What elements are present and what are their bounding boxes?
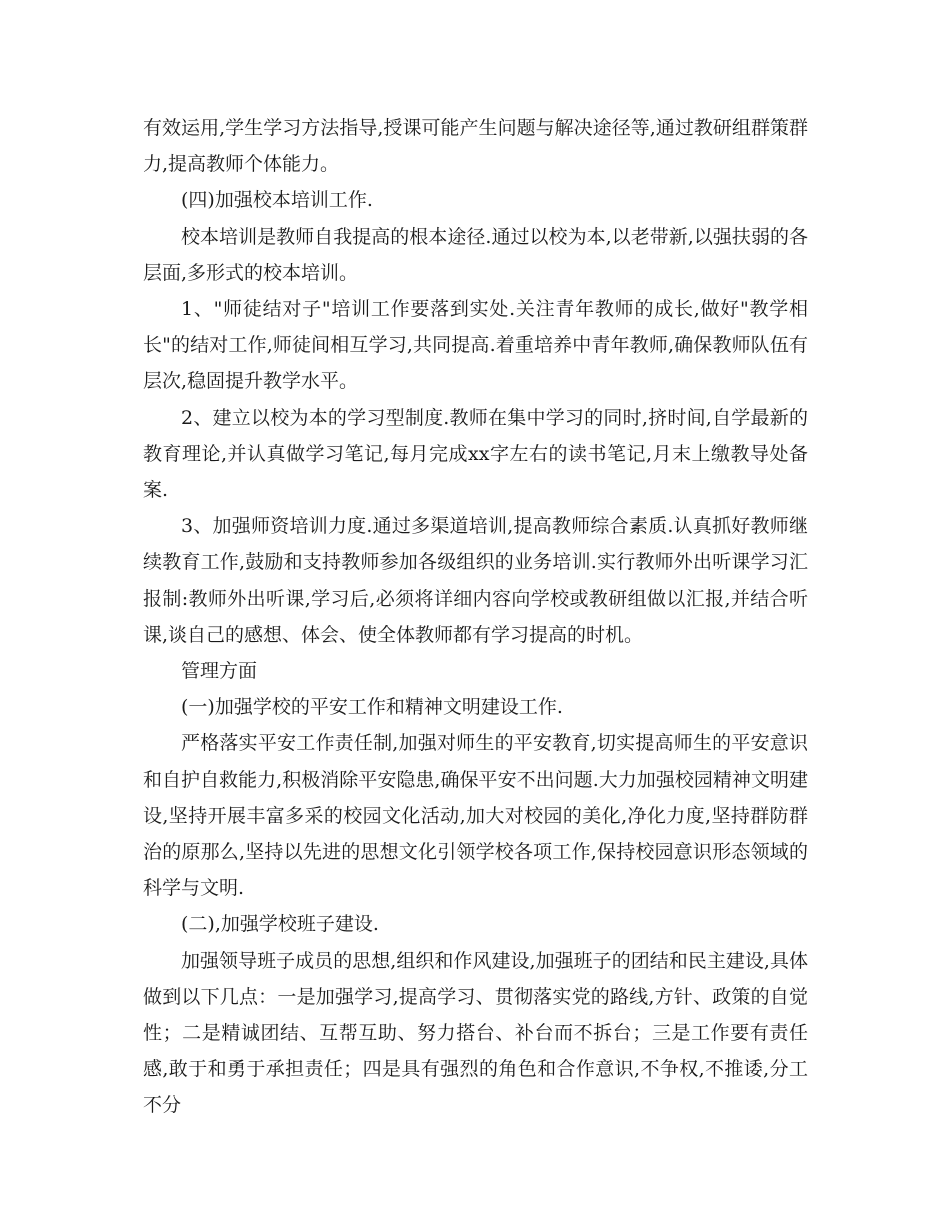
- paragraph-leadership-team: 加强领导班子成员的思想,组织和作风建设,加强班子的团结和民主建设,具体做到以下几点：一是加强学习,提高学习、贯彻落实党的路线,方针、政策的自觉性；二是精诚团结、互帮互助、努力搭台、补台而不拆台；三是工作要有责任感,敢于和勇于承担责任；四是具有强烈的角色和合作意识,不争权,不推诿,分工不分: [143, 949, 808, 1117]
- paragraph-1: 有效运用,学生学习方法指导,授课可能产生问题与解决途径等,通过教研组群策群力,提高教师个体能力。: [143, 117, 808, 176]
- section-heading-management: 管理方面: [181, 660, 258, 683]
- list-item-2-learning-system: 2、建立以校为本的学习型制度.教师在集中学习的同时,挤时间,自学最新的教育理论,并认真做学习笔记,每月完成xx字左右的读书笔记,月末上缴教导处备案.: [143, 406, 808, 502]
- list-item-3-teacher-training: 3、加强师资培训力度.通过多渠道培训,提高教师综合素质.认真抓好教师继续教育工作,鼓励和支持教师参加各级组织的业务培训.实行教师外出听课学习汇报制:教师外出听课,学习后,必须将详细内容向学校或教研组做以汇报,并结合听课,谈自己的感想、体会、使全体教师都有学习提高的时机。: [143, 515, 808, 646]
- list-item-1-mentoring: 1、"师徒结对子"培训工作要落到实处.关注青年教师的成长,做好"教学相长"的结对工作,师徒间相互学习,共同提高.着重培养中青年教师,确保教师队伍有层次,稳固提升教学水平。: [143, 298, 808, 393]
- section-heading-safety-civilization: (一)加强学校的平安工作和精神文明建设工作.: [181, 696, 563, 719]
- section-heading-leadership-team: (二),加强学校班子建设.: [181, 913, 379, 936]
- paragraph-safety-civilization: 严格落实平安工作责任制,加强对师生的平安教育,切实提高师生的平安意识和自护自救能力,积极消除平安隐患,确保平安不出问题.大力加强校园精神文明建设,坚持开展丰富多采的校园文化活动,加大对校园的美化,净化力度,坚持群防群治的原那么,坚持以先进的思想文化引领学校各项工作,保持校园意识形态领域的科学与文明.: [143, 732, 808, 900]
- paragraph-school-training: 校本培训是教师自我提高的根本途径.通过以校为本,以老带新,以强扶弱的各层面,多形式的校本培训。: [143, 225, 808, 284]
- section-heading-school-training: (四)加强校本培训工作.: [181, 189, 373, 212]
- document-body: [143, 110, 808, 1124]
